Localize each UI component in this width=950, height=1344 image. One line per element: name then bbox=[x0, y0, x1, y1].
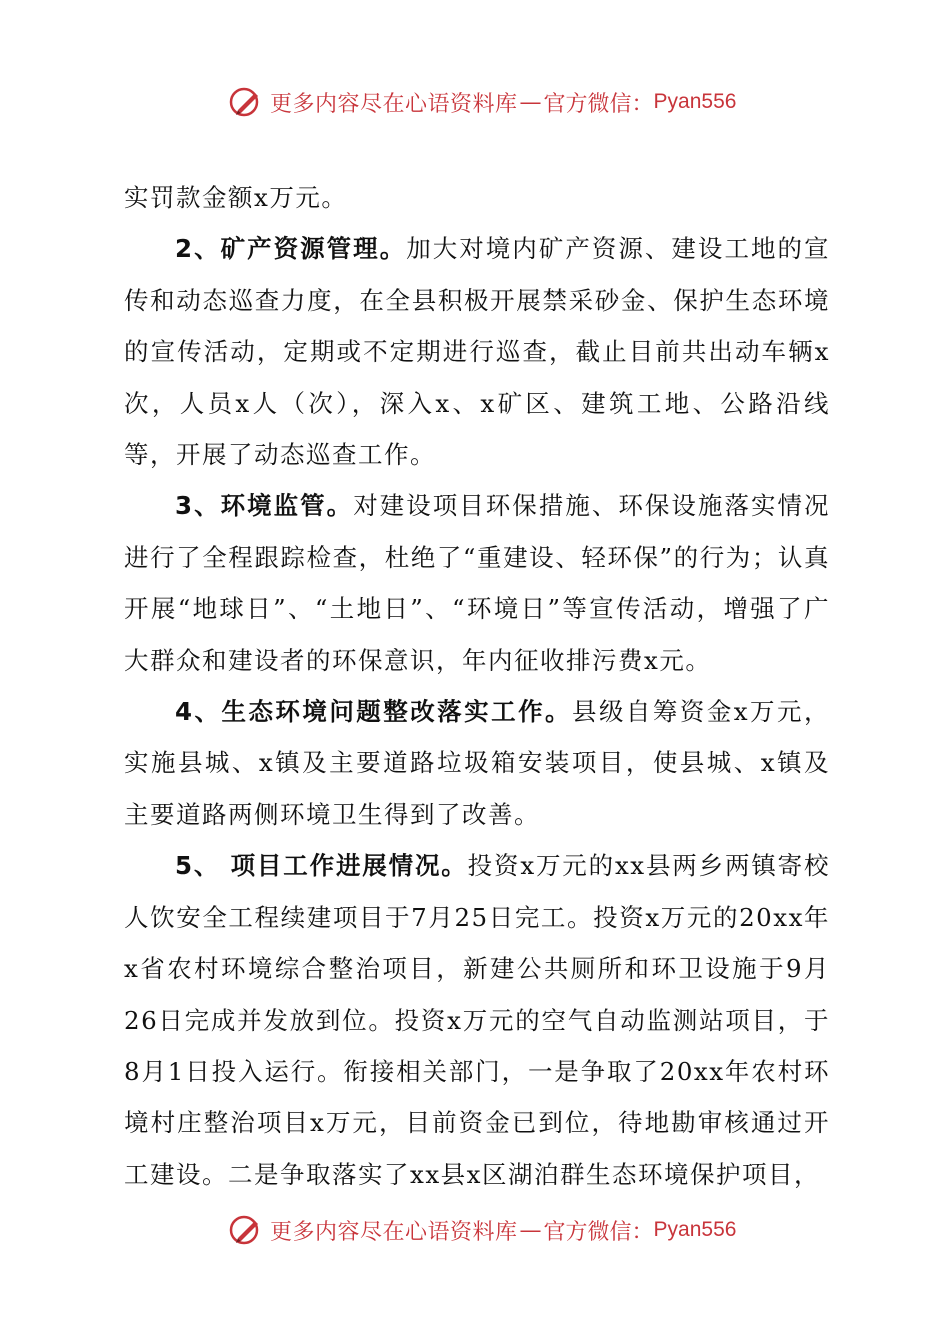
watermark-handle: Pyan556 bbox=[653, 90, 737, 113]
paragraph-text: 对建设项目环保措施、环保设施落实情况进行了全程跟踪检查，杜绝了“重建设、轻环保”的行为；认真开展“地球日”、“土地日”、“环境日”等宣传活动，增强了广大群众和建设者的环保意识，年内征收排污费x元。 bbox=[124, 491, 831, 675]
watermark-handle: Pyan556 bbox=[653, 1218, 737, 1241]
paragraph-text: 加大对境内矿产资源、建设工地的宣传和动态巡查力度，在全县积极开展禁采砂金、保护生态环境的宣传活动，定期或不定期进行巡查，截止目前共出动车辆x次，人员x人（次），深入x、x矿区、建筑工地、公路沿线等，开展了动态巡查工作。 bbox=[124, 234, 831, 470]
paragraph-heading: 3、环境监管。 bbox=[175, 491, 354, 521]
watermark-dash: — bbox=[519, 89, 542, 115]
watermark-wechat-label: 官方微信： bbox=[543, 91, 654, 117]
paragraph-environment-supervision bbox=[124, 480, 830, 686]
paragraph-heading: 5、 项目工作进展情况。 bbox=[175, 851, 468, 881]
watermark-footer bbox=[228, 1210, 736, 1250]
paragraph-mineral-resources bbox=[124, 223, 830, 480]
watermark-wechat-label: 官方微信： bbox=[543, 1219, 654, 1245]
watermark-dash: — bbox=[519, 1217, 542, 1243]
pen-logo-icon bbox=[228, 1212, 264, 1248]
paragraph-text: 投资x万元的xx县两乡两镇寄校人饮安全工程续建项目于7月25日完工。投资x万元的20xx年x省农村环境综合整治项目，新建公共厕所和环卫设施于9月26日完成并发放到位。投资x万元的空气自动监测站项目，于8月1日投入运行。衔接相关部门，一是争取了20xx年农村环境村庄整治项目x万元，目前资金已到位，待地勘审核通过开工建设。二是争取落实了xx县x区湖泊群生态环境保护项目， bbox=[124, 851, 830, 1189]
paragraph-heading: 4、生态环境问题整改落实工作。 bbox=[175, 697, 572, 727]
paragraph-text: 实罚款金额x万元。 bbox=[124, 183, 348, 212]
document-body bbox=[124, 172, 830, 1200]
paragraph-text: 县级自筹资金x万元，实施县城、x镇及主要道路垃圾箱安装项目，使县城、x镇及主要道路两侧环境卫生得到了改善。 bbox=[124, 697, 830, 829]
paragraph-rectification bbox=[124, 686, 830, 840]
paragraph-heading: 2、矿产资源管理。 bbox=[175, 234, 407, 264]
paragraph-project-progress bbox=[124, 840, 830, 1200]
paragraph-continuation bbox=[124, 172, 830, 223]
watermark-brand: 更多内容尽在心语资料库 bbox=[270, 91, 518, 117]
watermark-brand: 更多内容尽在心语资料库 bbox=[270, 1219, 518, 1245]
pen-logo-icon bbox=[228, 84, 264, 120]
watermark-header bbox=[228, 82, 736, 122]
